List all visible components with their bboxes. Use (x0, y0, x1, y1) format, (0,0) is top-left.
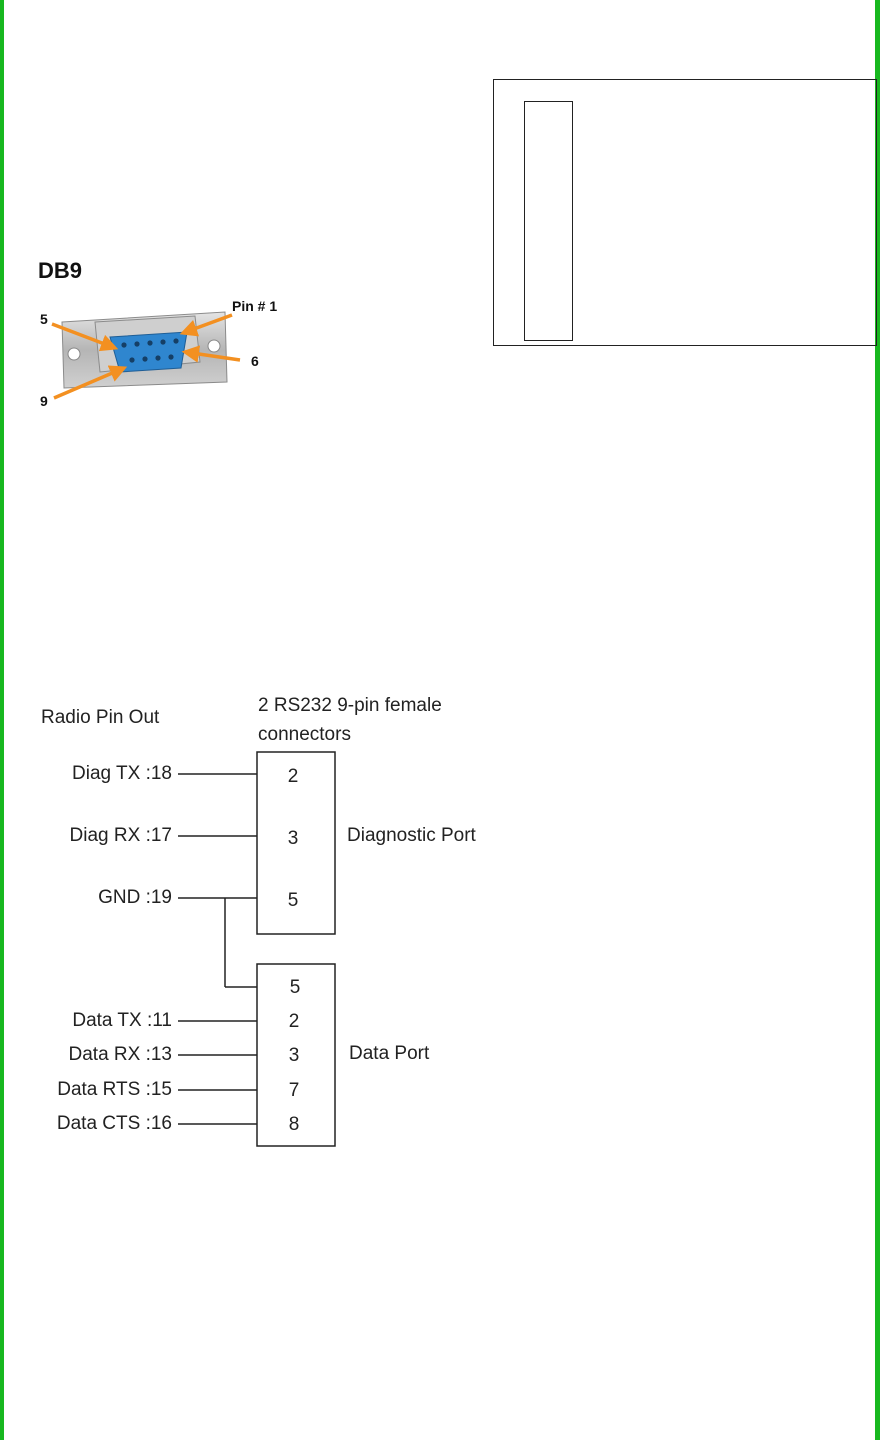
data-port-pin-number: 7 (288, 1080, 300, 1101)
data-port-pin-number: 8 (288, 1114, 300, 1135)
empty-figure-box (493, 79, 877, 346)
data-port-pin-number: 2 (288, 1011, 300, 1032)
db9-label-pin-6: 6 (251, 353, 259, 369)
diag-port-pin-number: 2 (287, 766, 299, 787)
db9-title: DB9 (38, 258, 83, 283)
db9-pin-face (110, 332, 187, 372)
connectors-title-line2: connectors (258, 724, 351, 745)
signal-label: Data RTS :15 (57, 1079, 172, 1100)
diag-port-pin-number: 5 (287, 890, 299, 911)
db9-label-pin-5: 5 (40, 311, 48, 327)
radio-pinout-title: Radio Pin Out (41, 707, 160, 728)
signal-label: Data TX :11 (72, 1010, 172, 1031)
diag-port-pin-number: 3 (287, 828, 299, 849)
signal-label: Data CTS :16 (56, 1113, 172, 1134)
data-port-ground-pin: 5 (289, 977, 301, 998)
signal-label: Data RX :13 (68, 1044, 172, 1065)
signal-label: Diag RX :17 (69, 825, 172, 846)
data-port-label: Data Port (349, 1043, 430, 1064)
data-port-pin-number: 3 (288, 1045, 300, 1066)
connectors-title-line1: 2 RS232 9-pin female (258, 695, 442, 716)
signal-label: GND :19 (98, 887, 172, 908)
signal-label: Diag TX :18 (72, 763, 172, 784)
diagnostic-port-label: Diagnostic Port (347, 825, 476, 846)
db9-label-pin-9: 9 (40, 393, 48, 409)
empty-figure-strip (524, 101, 573, 341)
db9-label-pin-1: Pin # 1 (232, 298, 278, 314)
